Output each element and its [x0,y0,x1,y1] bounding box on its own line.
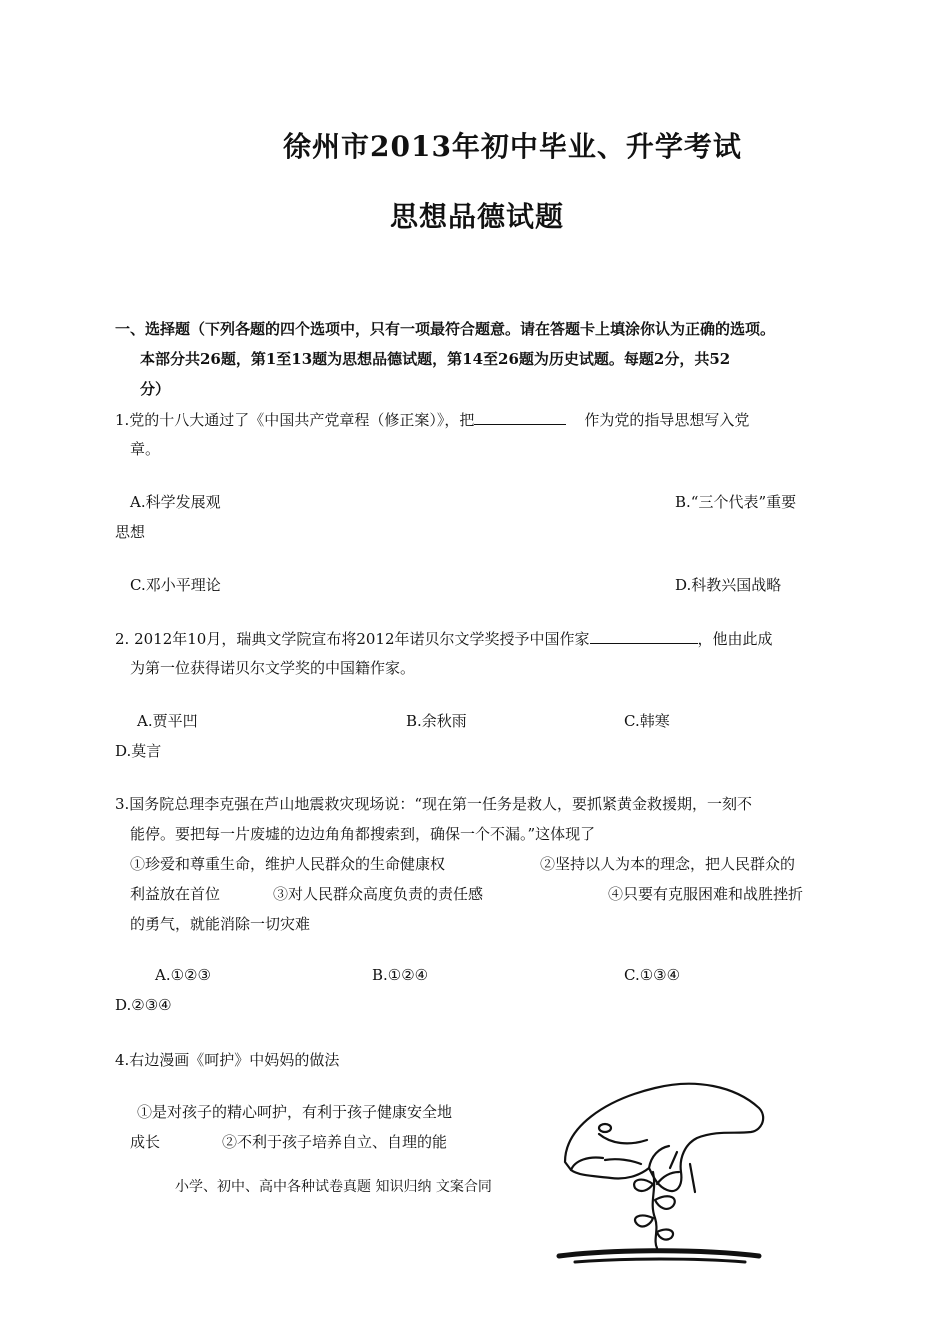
q4-statement-2: ②不利于孩子培养自立、自理的能 [222,1133,448,1151]
section-heading: 一、选择题（下列各题的四个选项中，只有一项最符合题意。请在答题卡上填涂你认为正确的选项。 [115,320,776,338]
q3-option-d: D.②③④ [115,996,172,1014]
q1-option-b: B.“三个代表”重要 [675,493,797,511]
page-subtitle: 思想品德试题 [390,200,565,233]
question-1-stem: 1.党的十八大通过了《中国共产党章程（修正案）》，把 作为党的指导思想写入党 [115,408,749,430]
q3-option-a: A.①②③ [155,966,211,984]
cartoon-illustration [545,1072,770,1272]
section-instructions: 本部分共26题，第1至13题为思想品德试题，第14至26题为历史试题。每题2分，共52 [140,350,731,368]
q2-option-b: B.余秋雨 [406,712,467,730]
q1-option-a: A.科学发展观 [130,493,221,511]
q3-option-b: B.①②④ [372,966,429,984]
watermark-text: 小学、初中、高中各种试卷真题 知识归纳 文案合同 [175,1179,492,1195]
q3-statement-3: ③对人民群众高度负责的责任感 [273,885,484,903]
q3-statement-2: ②坚持以人为本的理念，把人民群众的 [540,855,796,873]
answer-blank [590,627,698,644]
q3-option-c: C.①③④ [624,966,681,984]
ground-line [559,1251,759,1256]
q1-option-d: D.科教兴国战略 [675,576,782,594]
page-title: 徐州市2013年初中毕业、升学考试 [283,130,742,163]
question-3-stem-2: 能停。要把每一片废墟的边边角角都搜索到，确保一个不漏。”这体现了 [130,825,596,843]
q4-statement-1-cont: 成长 [130,1133,161,1151]
question-4-stem: 4.右边漫画《呵护》中妈妈的做法 [115,1051,340,1069]
question-2-stem-end: 为第一位获得诺贝尔文学奖的中国籍作家。 [130,659,416,677]
q3-statement-2-cont: 利益放在首位 [130,885,221,903]
q3-statement-4-cont: 的勇气，就能消除一切灾难 [130,915,311,933]
q3-statement-4: ④只要有克服困难和战胜挫折 [608,885,804,903]
q4-statement-1: ①是对孩子的精心呵护，有利于孩子健康安全地 [137,1103,453,1121]
question-3-stem: 3.国务院总理李克强在芦山地震救灾现场说：“现在第一任务是救人，要抓紧黄金救援期，一刻不 [115,795,752,813]
hand-icon [565,1084,763,1191]
q1-option-b-cont: 思想 [115,523,146,541]
question-1-stem-end: 章。 [130,440,161,458]
q3-statement-1: ①珍爱和尊重生命，维护人民群众的生命健康权 [130,855,446,873]
section-instructions-end: 分） [140,380,171,398]
q2-option-d: D.莫言 [115,742,162,760]
q2-option-a: A.贾平凹 [137,712,198,730]
answer-blank [474,408,566,425]
q1-option-c: C.邓小平理论 [130,576,221,594]
question-2-stem: 2. 2012年10月，瑞典文学院宣布将2012年诺贝尔文学奖授予中国作家 ，他由此成 [115,627,773,649]
q2-option-c: C.韩寒 [624,712,670,730]
